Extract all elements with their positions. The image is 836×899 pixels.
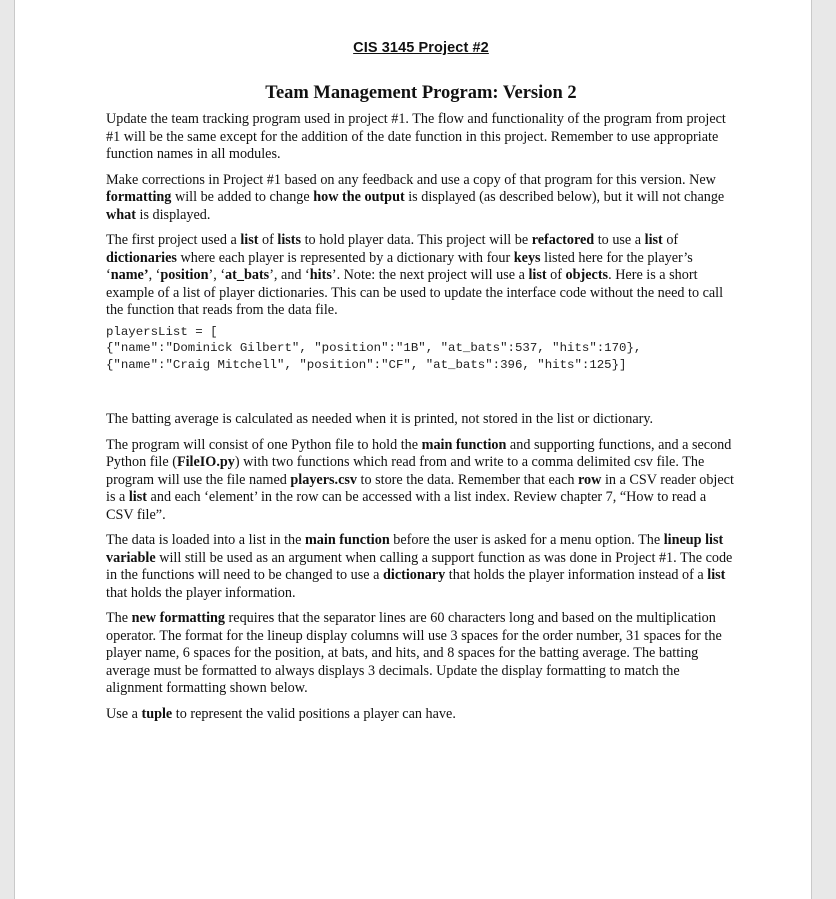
code-line: {"name":"Dominick Gilbert", "position":"1B", "at_bats":537, "hits":170}, <box>106 341 642 355</box>
paragraph-files <box>106 437 736 525</box>
text-run: The program will consist of one Python file to hold the <box>106 436 422 453</box>
paragraph-corrections <box>106 172 736 225</box>
bold-run: dictionaries <box>106 249 177 266</box>
paragraph-tuple <box>106 706 736 724</box>
bold-run: position <box>160 267 209 283</box>
bold-run: list <box>644 232 663 248</box>
bold-run: lists <box>277 232 302 248</box>
bold-run: row <box>578 471 602 488</box>
bold-run: keys <box>513 249 541 266</box>
bold-run: main function <box>304 532 390 548</box>
paragraph-batting-average: The batting average is calculated as needed when it is printed, not stored in the list or dictionary. <box>106 411 654 427</box>
bold-run: main function <box>421 436 507 453</box>
bold-run: refactored <box>531 232 595 248</box>
text-run: to hold player data. This project will be <box>301 232 532 248</box>
code-sample <box>106 324 736 374</box>
text-run: . Here is a short example of a list of player dictionaries. This can be used to update the interface code without the need to call the function that reads from the data file. <box>106 267 724 318</box>
bold-run: FileIO.py <box>176 454 235 470</box>
bold-run: formatting <box>106 189 172 205</box>
bold-run: lineup list variable <box>106 532 724 566</box>
bold-run: dictionary <box>382 567 446 583</box>
course-header: CIS 3145 Project #2 <box>353 40 489 56</box>
text-run: in a CSV reader object is a <box>106 471 734 505</box>
text-run: of <box>662 232 679 248</box>
text-run: that holds the player information. <box>106 584 296 601</box>
text-run: of <box>258 232 278 248</box>
bold-run: at_bats <box>225 267 270 283</box>
bold-run: hits <box>309 267 332 283</box>
text-run: and each ‘element’ in the row can be accessed with a list index. Review chapter 7, “How to read a CSV file”. <box>106 489 707 523</box>
text-run: Make corrections in Project #1 based on any feedback and use a copy of that program for this version. New <box>106 171 716 188</box>
document-content <box>106 40 736 731</box>
paragraph-data-loading <box>106 532 736 602</box>
code-line: playersList = [ <box>106 324 218 339</box>
bold-run: objects <box>565 267 609 283</box>
text-run: will be added to change <box>171 189 314 205</box>
document-page <box>14 0 812 899</box>
bold-run: list <box>128 489 147 505</box>
bold-run: what <box>106 206 136 223</box>
text-run: The <box>106 610 132 626</box>
text-run: will still be used as an argument when calling a support function as was done in Project #1. The code in the functions will need to be changed to use a <box>106 549 733 583</box>
text-run: to represent the valid positions a player can have. <box>172 705 456 722</box>
text-run: is displayed (as described below), but it will not change <box>404 189 725 205</box>
bold-run: new formatting <box>131 610 225 626</box>
text-run: to store the data. Remember that each <box>357 471 579 488</box>
text-run: before the user is asked for a menu option. The <box>389 532 664 548</box>
text-run: The data is loaded into a list in the <box>106 532 305 548</box>
bold-run: list <box>240 232 259 248</box>
text-run: , ‘ <box>148 267 161 283</box>
text-run: requires that the separator lines are 60 characters long and based on the multiplication operator. The format for the lineup display columns will use 3 spaces for the order number, 31 spaces for the player name, 6 spaces for the position, at bats, and hits, and 8 spaces for the batting average. The batting average must be formatted to always displays 3 decimals. Update the display formatting to match the alignment formatting shown below. <box>106 610 722 696</box>
text-run: ’. Note: the next project will use a <box>331 267 529 283</box>
text-run: to use a <box>594 232 645 248</box>
text-run: Use a <box>106 705 142 722</box>
text-run: ) with two functions which read from and write to a comma delimited csv file. The program will use the file named <box>106 454 705 488</box>
bold-run: name’ <box>110 267 149 283</box>
document-title: Team Management Program: Version 2 <box>265 82 577 103</box>
bold-run: players.csv <box>290 471 357 488</box>
text-run: ’, and ‘ <box>269 267 310 283</box>
text-run: ’, ‘ <box>208 267 226 283</box>
bold-run: how the output <box>313 189 405 205</box>
bold-run: tuple <box>141 705 173 722</box>
bold-run: list <box>707 567 726 583</box>
text-run: where each player is represented by a dictionary with four <box>176 249 514 266</box>
paragraph-intro: Update the team tracking program used in project #1. The flow and functionality of the program from project #1 will be the same except for the addition of the date function in this project. Remember to use appropriate function names in all modules. <box>106 111 726 162</box>
text-run: of <box>546 267 566 283</box>
bold-run: list <box>528 267 547 283</box>
text-run: listed here for the player’s ‘ <box>106 249 693 283</box>
paragraph-new-formatting <box>106 610 736 698</box>
code-line: {"name":"Craig Mitchell", "position":"CF", "at_bats":396, "hits":125}] <box>106 357 627 372</box>
text-run: is displayed. <box>135 206 211 223</box>
paragraph-refactor <box>106 232 736 320</box>
text-run: that holds the player information instead of a <box>445 567 708 583</box>
text-run: The first project used a <box>106 232 241 248</box>
text-run: and supporting functions, and a second Python file ( <box>106 436 732 470</box>
